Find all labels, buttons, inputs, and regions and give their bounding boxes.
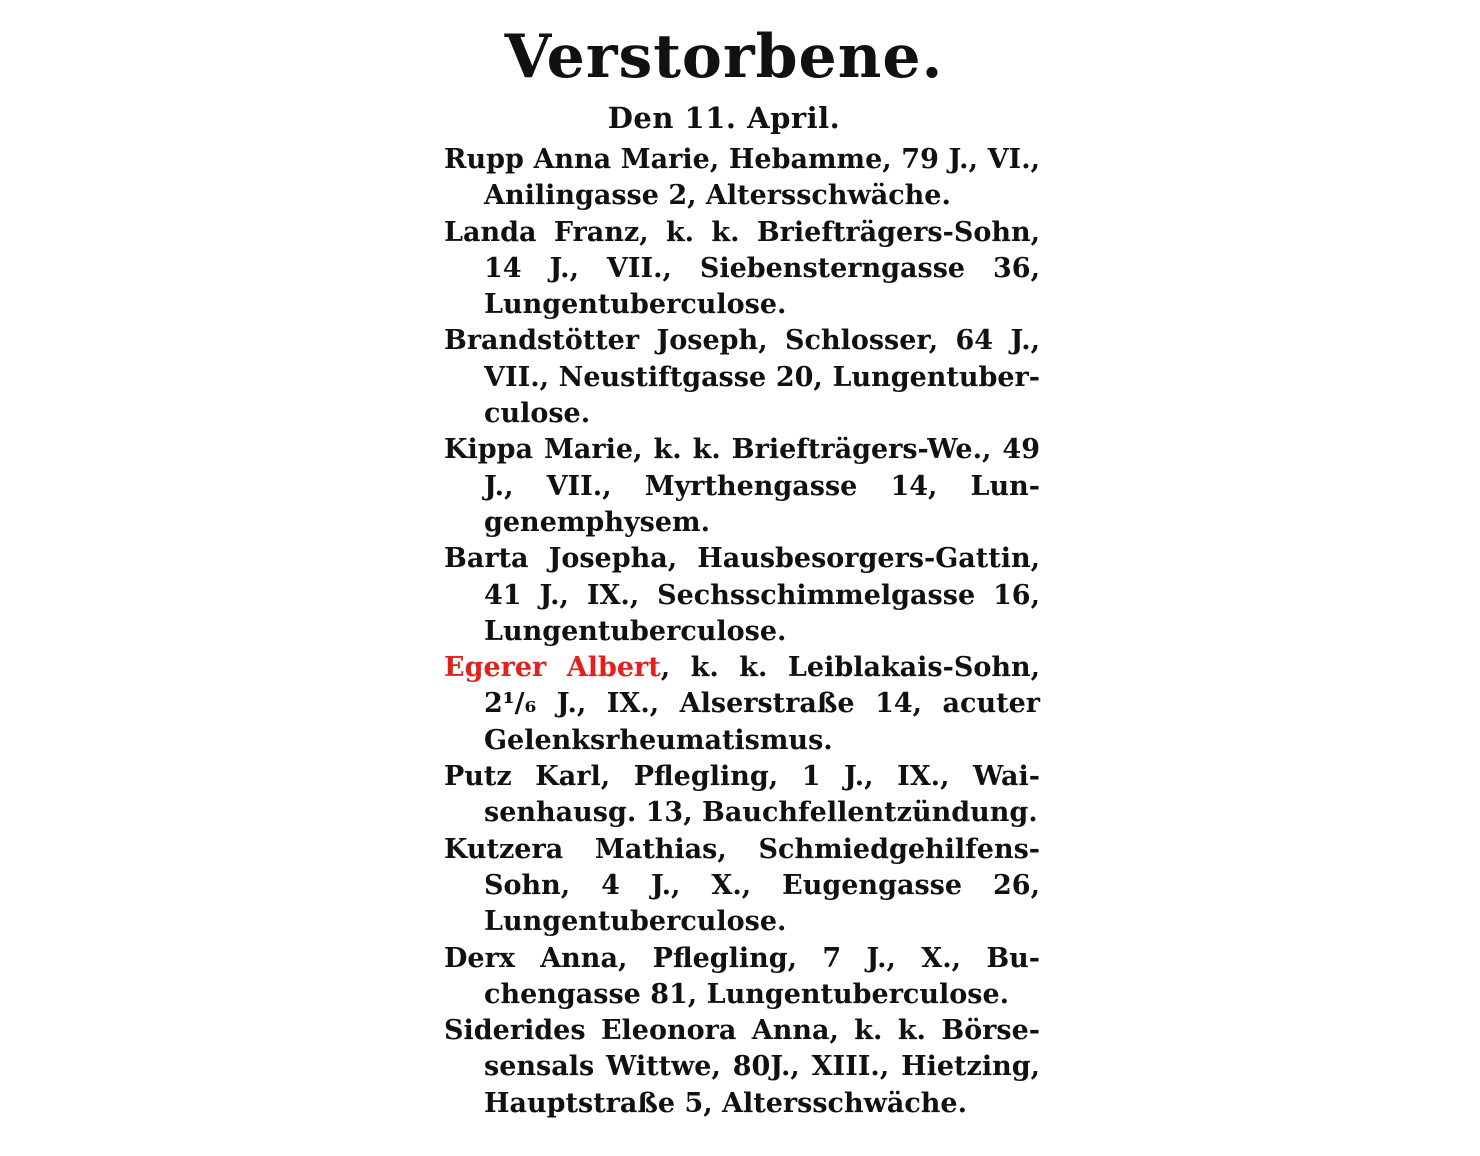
deceased-name: Putz Karl xyxy=(444,761,601,793)
notice-details: , k. k. Briefträgers-We., 49 J., VII., Myrthengasse 14, Lun-genemphysem. xyxy=(484,434,1040,538)
deceased-name: Kippa Marie xyxy=(444,434,634,466)
notice-details: , Hebamme, 79 J., VI., Anilingasse 2, Altersschwäche. xyxy=(484,144,1040,212)
notice-details: , Hausbesorgers-Gattin, 41 J., IX., Sechsschimmelgasse 16, Lungentuberculose. xyxy=(484,543,1040,647)
deceased-name: Kutzera Mathias xyxy=(444,833,718,865)
deceased-name: Brandstötter Joseph xyxy=(444,325,759,357)
notice-details: , Schmiedgehilfens-Sohn, 4 J., X., Eugengasse 26, Lungentuberculose. xyxy=(484,833,1040,938)
notice-details: , Pflegling, 1 J., IX., Wai-senhausg. 13, Bauchfellentzündung. xyxy=(484,761,1040,829)
death-notice xyxy=(444,941,1040,1014)
obituary-column xyxy=(444,18,1040,1122)
death-notice-highlighted xyxy=(444,650,1040,759)
death-notice xyxy=(444,142,1040,215)
death-notice xyxy=(444,541,1040,650)
deceased-name: Rupp Anna Marie xyxy=(444,144,710,175)
deceased-name-highlighted: Egerer Albert xyxy=(444,652,661,684)
death-notice xyxy=(444,215,1040,324)
notice-details: , k. k. Börse-sensals Wittwe, 80J., XIII., Hietzing, Hauptstraße 5, Altersschwäche. xyxy=(484,1015,1040,1119)
notice-details: , Schlosser, 64 J., VII., Neustiftgasse 20, Lungentuber-culose. xyxy=(484,325,1040,430)
notice-details: , k. k. Briefträgers-Sohn, 14 J., VII., Siebensterngasse 36, Lungentuberculose. xyxy=(484,216,1040,321)
notice-details: , k. k. Leiblakais-Sohn, 2¹/₆ J., IX., Alserstraße 14, acuter Gelenksrheumatismus. xyxy=(484,652,1040,756)
deceased-name: Siderides Eleonora Anna xyxy=(444,1015,830,1047)
deceased-name: Barta Josepha xyxy=(444,543,668,575)
death-notice xyxy=(444,1013,1040,1122)
deceased-name: Landa Franz xyxy=(444,216,640,248)
deceased-name: Derx Anna xyxy=(444,942,618,974)
section-heading: Verstorbene. xyxy=(504,22,944,92)
death-notice xyxy=(444,323,1040,432)
notice-details: , Pflegling, 7 J., X., Bu-chengasse 81, Lungentuberculose. xyxy=(484,942,1040,1010)
death-notice xyxy=(444,832,1040,941)
dateline: Den 11. April. xyxy=(607,101,841,135)
death-notice-list xyxy=(444,142,1040,1122)
death-notice xyxy=(444,432,1040,541)
death-notice xyxy=(444,759,1040,832)
